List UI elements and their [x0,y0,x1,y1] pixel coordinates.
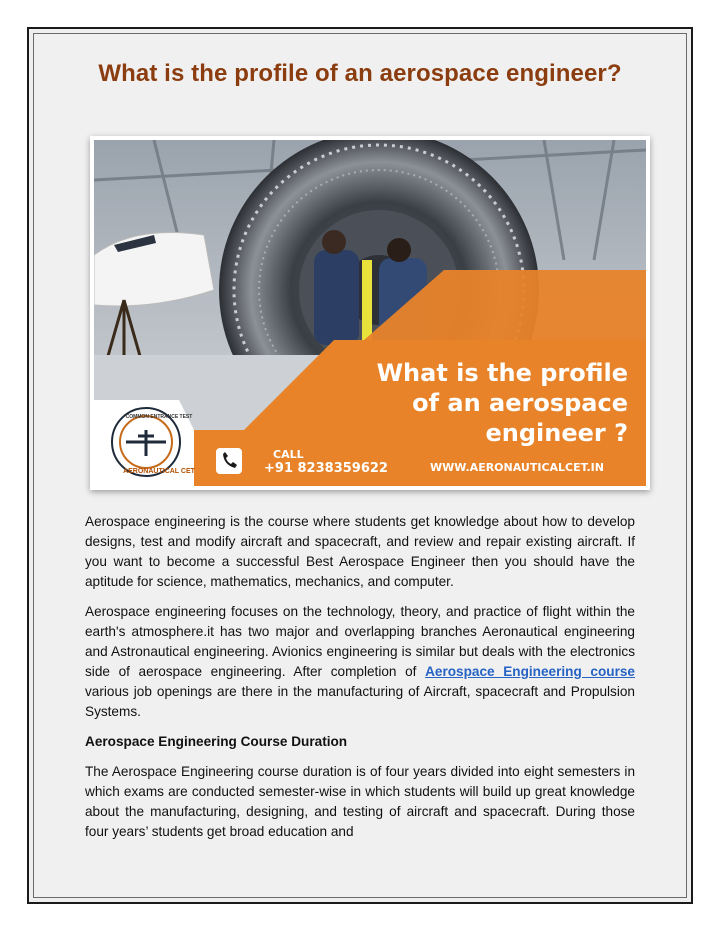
logo-bottom-text: AERONAUTICAL CET [123,468,195,475]
banner-heading-line3: engineer ? [485,419,628,447]
logo-top-text: COMMON ENTRANCE TEST [125,414,193,420]
section-heading-duration: Aerospace Engineering Course Duration [85,734,348,749]
aerospace-course-link[interactable]: Aerospace Engineering course [425,664,635,679]
call-label: CALL [273,448,304,461]
page-title: What is the profile of an aerospace engineer? [98,60,622,87]
banner-heading-line2: of an aerospace [412,389,628,417]
paragraph-2-after-link: various job openings are there in the manufacturing of Aircraft, spacecraft and Propulsion Systems. [85,684,635,719]
banner-heading [377,358,628,448]
hero-banner-image [90,136,650,490]
paragraph-3-text: The Aerospace Engineering course duration is of four years divided into eight semesters in which exams are conducted semester-wise in which students will build up great knowledge about the manufacturing, designing, and testing of aircraft and spacecraft. During those four years’ students get broad education and [85,764,635,839]
paragraph-1-text: Aerospace engineering is the course where students get knowledge about how to develop designs, test and modify aircraft and spacecraft, and review and repair existing aircraft. If you want to become a successful Best Aerospace Engineer then you should have the aptitude for science, mathematics, mechanics, and computer. [85,514,635,589]
website-url: WWW.AERONAUTICALCET.IN [430,461,604,474]
paragraph-focus [85,602,635,722]
paragraph-intro [85,512,635,592]
phone-number: +91 8238359622 [264,461,388,476]
paragraph-2-text [85,602,635,722]
banner-heading-line1: What is the profile [376,359,628,387]
paragraph-2-before-link: Aerospace engineering focuses on the technology, theory, and practice of flight within the earth's atmosphere.it has two major and overlapping branches Aeronautical engineering and Astronautical engineering. Avionics engineering is similar but deals with the electronics side of aerospace engineering. After completion of [85,604,635,679]
paragraph-duration [85,762,635,842]
